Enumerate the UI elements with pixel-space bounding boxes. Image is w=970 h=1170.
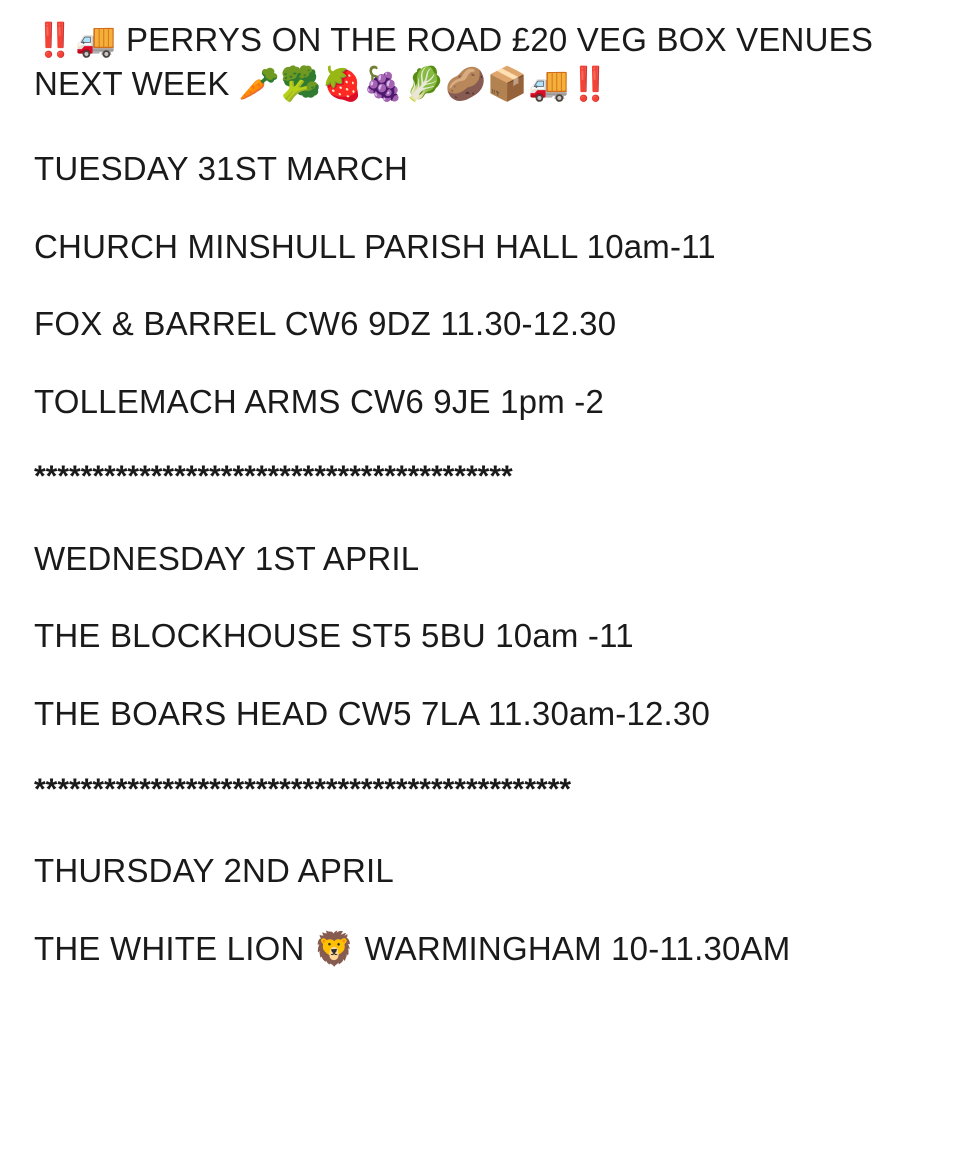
divider-asterisks: ********************************************** [34,772,572,806]
day-heading-thursday: THURSDAY 2ND APRIL [34,852,394,890]
venue-church-minshull: CHURCH MINSHULL PARISH HALL 10am-11 [34,227,716,265]
post-headline: ‼️🚚 PERRYS ON THE ROAD £20 VEG BOX VENUES NEXT WEEK 🥕🥦🍓🍇🥬🥔📦🚚‼️ [34,21,883,102]
day-heading-wednesday: WEDNESDAY 1ST APRIL [34,539,420,577]
venue-fox-and-barrel: FOX & BARREL CW6 9DZ 11.30-12.30 [34,305,617,343]
venue-the-white-lion: THE WHITE LION 🦁 WARMINGHAM 10-11.30AM [34,929,791,967]
day-heading-tuesday: TUESDAY 31ST MARCH [34,150,409,188]
venue-tollemach-arms: TOLLEMACH ARMS CW6 9JE 1pm -2 [34,382,605,420]
divider-asterisks: ***************************************** [34,460,513,494]
venue-the-blockhouse: THE BLOCKHOUSE ST5 5BU 10am -11 [34,617,634,655]
venue-the-boars-head: THE BOARS HEAD CW5 7LA 11.30am-12.30 [34,694,711,732]
